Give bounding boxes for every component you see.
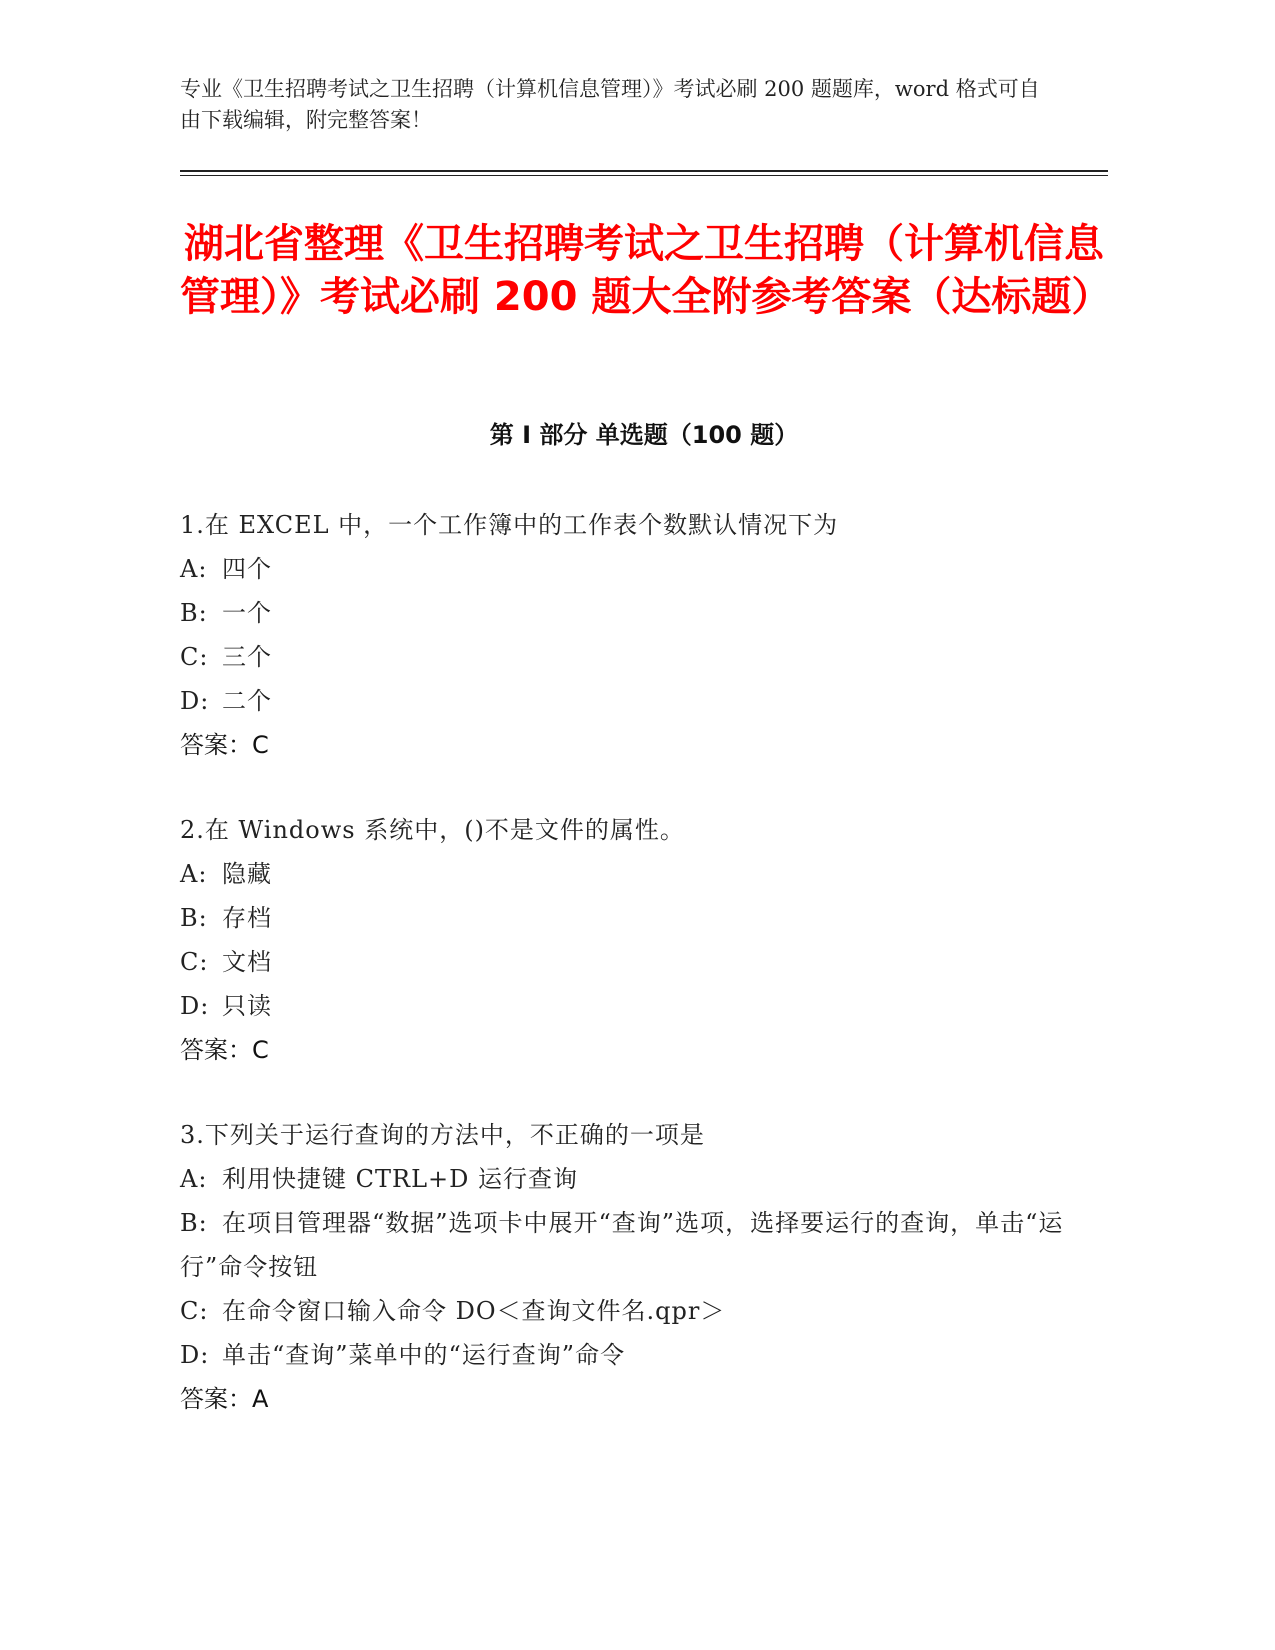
option-text: 三个 <box>222 643 272 671</box>
option-text: 一个 <box>222 599 272 627</box>
answer-label: 答案： <box>180 1385 252 1413</box>
option-c <box>180 1289 1080 1333</box>
document-title: 湖北省整理《卫生招聘考试之卫生招聘（计算机信息管理）》考试必刷 200 题大全附参考答案（达标题） <box>180 221 1112 320</box>
answer-value: C <box>252 1036 269 1064</box>
answer-line <box>180 1377 1080 1421</box>
option-key: D: <box>180 687 210 715</box>
answer-label: 答案： <box>180 731 252 759</box>
option-b <box>180 896 1080 940</box>
answer-line <box>180 723 1080 767</box>
header-divider-thick <box>180 170 1108 172</box>
option-c <box>180 940 1080 984</box>
option-c <box>180 635 1080 679</box>
question-block <box>180 503 1080 767</box>
option-a <box>180 547 1080 591</box>
option-key: C: <box>180 948 209 976</box>
option-text: 单击“查询”菜单中的“运行查询”命令 <box>222 1341 626 1369</box>
option-text: 只读 <box>222 992 272 1020</box>
option-key: C: <box>180 643 209 671</box>
header-note: 专业《卫生招聘考试之卫生招聘（计算机信息管理）》考试必刷 200 题题库，word 格式可自由下载编辑，附完整答案！ <box>180 77 1040 132</box>
option-text: 文档 <box>222 948 272 976</box>
answer-label: 答案： <box>180 1036 252 1064</box>
option-b <box>180 1201 1080 1289</box>
option-key: B: <box>180 1209 208 1237</box>
header-divider-thin <box>180 175 1108 176</box>
option-key: B: <box>180 599 208 627</box>
option-text: 存档 <box>222 904 272 932</box>
option-key: A: <box>180 555 208 583</box>
answer-value: C <box>252 731 269 759</box>
option-b <box>180 591 1080 635</box>
section-title: 第 I 部分 单选题（100 题） <box>489 421 799 449</box>
option-text: 隐藏 <box>222 860 272 888</box>
option-key: B: <box>180 904 208 932</box>
option-d <box>180 679 1080 723</box>
option-text: 利用快捷键 CTRL+D 运行查询 <box>222 1165 578 1193</box>
answer-line <box>180 1028 1080 1072</box>
option-d <box>180 984 1080 1028</box>
option-key: D: <box>180 1341 210 1369</box>
option-key: D: <box>180 992 210 1020</box>
question-stem: 3.下列关于运行查询的方法中，不正确的一项是 <box>180 1121 705 1149</box>
option-a <box>180 1157 1080 1201</box>
option-text: 二个 <box>222 687 272 715</box>
question-stem: 2.在 Windows 系统中，()不是文件的属性。 <box>180 816 685 844</box>
question-block <box>180 1113 1080 1421</box>
question-stem: 1.在 EXCEL 中，一个工作簿中的工作表个数默认情况下为 <box>180 511 839 539</box>
option-d <box>180 1333 1080 1377</box>
option-a <box>180 852 1080 896</box>
option-text: 在项目管理器“数据”选项卡中展开“查询”选项，选择要运行的查询，单击“运行”命令按钮 <box>180 1209 1064 1281</box>
question-block <box>180 808 1080 1072</box>
option-text: 在命令窗口输入命令 DO＜查询文件名.qpr＞ <box>222 1297 726 1325</box>
option-key: A: <box>180 1165 208 1193</box>
answer-value: A <box>252 1385 269 1413</box>
option-key: C: <box>180 1297 209 1325</box>
option-text: 四个 <box>222 555 272 583</box>
option-key: A: <box>180 860 208 888</box>
